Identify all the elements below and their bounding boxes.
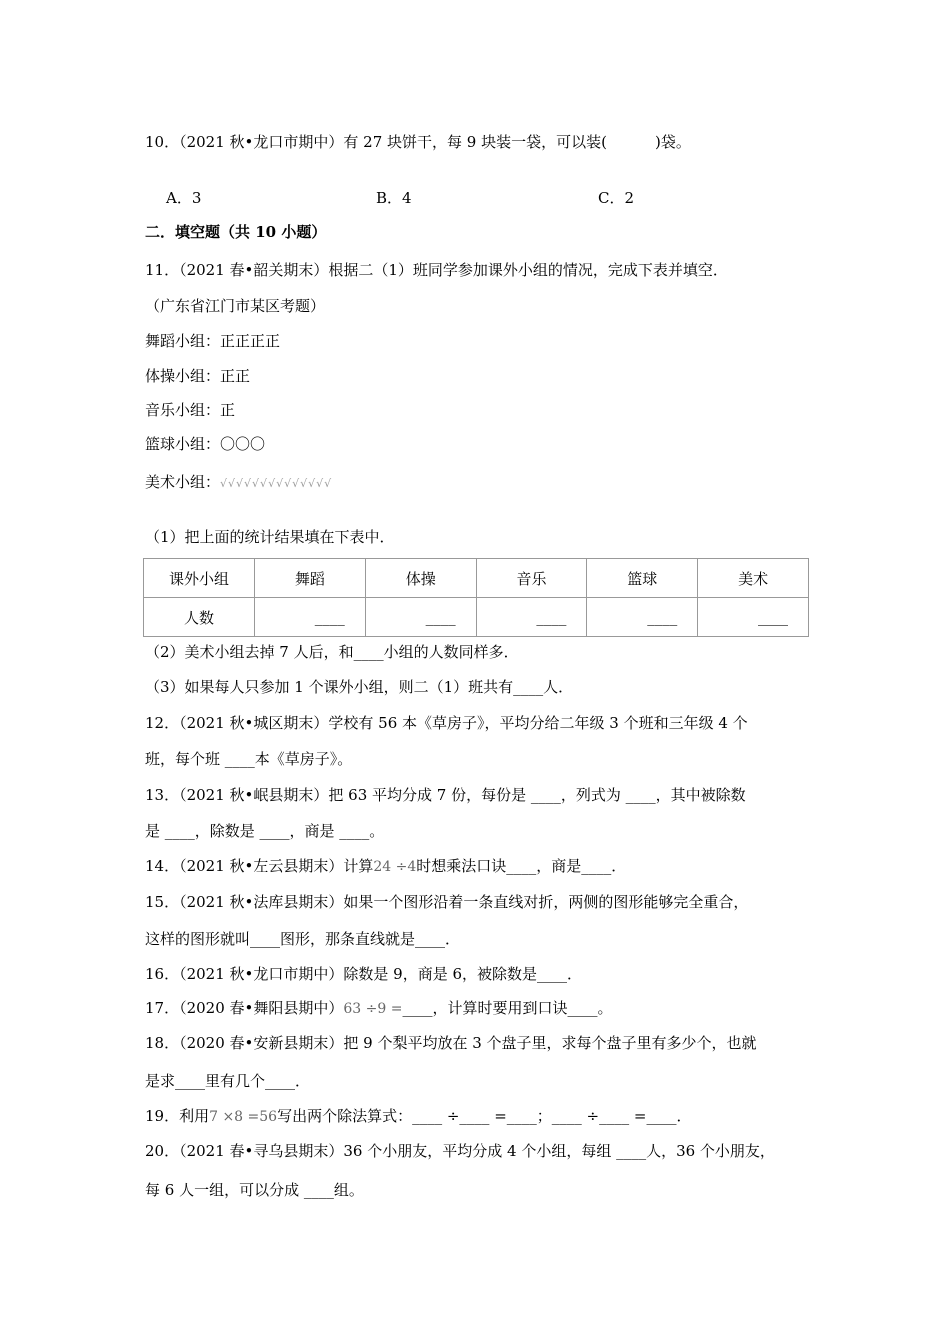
- question-11-sub3: （3）如果每人只参加 1 个课外小组，则二（1）班共有____人．: [145, 678, 574, 696]
- table-header-cell: 音乐: [476, 559, 587, 598]
- table-row-label: 人数: [144, 598, 255, 637]
- table-blank-cell: ____: [698, 598, 809, 637]
- question-17: [145, 998, 613, 1019]
- choice-c: C．2: [598, 189, 635, 207]
- question-18-line2: 是求____里有几个____．: [145, 1072, 311, 1090]
- tally-gymnastics: [145, 366, 250, 386]
- question-20-line1: 20．（2021 春•寻乌县期末）36 个小朋友，平均分成 4 个小组，每组 ____人，36 个小朋友，: [145, 1142, 775, 1160]
- choice-b: B．4: [376, 189, 412, 207]
- table-blank-cell: ____: [255, 598, 366, 637]
- question-17-text: 17．（2020 春•舞阳县期中）: [145, 999, 344, 1017]
- tally-art: [145, 472, 332, 494]
- tally-label: 音乐小组：: [145, 401, 221, 419]
- question-19-text: 19．利用: [145, 1107, 210, 1125]
- table-header-cell: 舞蹈: [255, 559, 366, 598]
- tally-label: 体操小组：: [145, 367, 221, 385]
- question-19-suffix: 写出两个除法算式：____ ÷____ =____；____ ÷____ =____．: [277, 1107, 692, 1125]
- check-marks: √√√√√√√√√√√√√√: [220, 477, 333, 490]
- question-13-line2: 是 ____，除数是 ____，商是 ____。: [145, 822, 385, 840]
- math-expression: 7 ×8 =56: [209, 1109, 278, 1125]
- math-expression: 24 ÷4: [373, 859, 417, 875]
- question-15-line1: 15．（2021 秋•法库县期末）如果一个图形沿着一条直线对折，两侧的图形能够完全重合，: [145, 893, 749, 911]
- table-header-cell: 篮球: [587, 559, 698, 598]
- question-19: [145, 1106, 691, 1127]
- tally-basketball: [145, 434, 265, 454]
- question-13-line1: 13．（2021 秋•岷县期末）把 63 平均分成 7 份，每份是 ____，列式为 ____，其中被除数: [145, 786, 746, 804]
- table-header-cell: 体操: [365, 559, 476, 598]
- question-18-line1: 18．（2020 春•安新县期末）把 9 个梨平均放在 3 个盘子里，求每个盘子里有多少个，也就: [145, 1034, 757, 1052]
- question-16: 16．（2021 秋•龙口市期中）除数是 9，商是 6，被除数是____．: [145, 965, 583, 983]
- question-14-suffix: 时想乘法口诀____，商是____．: [416, 857, 627, 875]
- statistics-table: [143, 558, 809, 637]
- section-title: 二．填空题（共 10 小题）: [145, 223, 327, 241]
- tally-label: 美术小组：: [145, 473, 221, 491]
- question-10-text: 10．（2021 秋•龙口市期中）有 27 块饼干，每 9 块装一袋，可以装: [145, 133, 602, 151]
- table-header-cell: 美术: [698, 559, 809, 598]
- choice-a: A．3: [166, 189, 202, 207]
- question-10: [145, 132, 691, 152]
- question-17-suffix: ____，计算时要用到口诀____。: [402, 999, 613, 1017]
- table-header-row: [144, 559, 809, 598]
- question-14: [145, 856, 626, 877]
- math-expression: 63 ÷9 =: [343, 1001, 403, 1017]
- question-20-line2: 每 6 人一组，可以分成 ____组。: [145, 1181, 364, 1199]
- table-row: [144, 598, 809, 637]
- tally-marks: 正正正正: [220, 332, 281, 350]
- tally-label: 篮球小组：: [145, 435, 221, 453]
- table-blank-cell: ____: [587, 598, 698, 637]
- question-12-line1: 12．（2021 秋•城区期末）学校有 56 本《草房子》，平均分给二年级 3 个班和三年级 4 个: [145, 714, 748, 732]
- question-14-text: 14．（2021 秋•左云县期末）计算: [145, 857, 374, 875]
- question-11-stem: 11．（2021 春•韶关期末）根据二（1）班同学参加课外小组的情况，完成下表并填空．: [145, 261, 728, 279]
- answer-paren-close: ): [654, 133, 661, 151]
- tally-marks: 正: [220, 401, 236, 419]
- table-blank-cell: ____: [476, 598, 587, 637]
- table-header-cell: 课外小组: [144, 559, 255, 598]
- tally-label: 舞蹈小组：: [145, 332, 221, 350]
- tally-dance: [145, 331, 280, 351]
- question-11-sub2: （2）美术小组去掉 7 人后，和____小组的人数同样多．: [145, 643, 519, 661]
- question-15-line2: 这样的图形就叫____图形，那条直线就是____．: [145, 930, 461, 948]
- question-11-sub1: （1）把上面的统计结果填在下表中．: [145, 528, 395, 546]
- table-blank-cell: ____: [365, 598, 476, 637]
- question-11-note: （广东省江门市某区考题）: [145, 297, 326, 315]
- question-10-suffix: 袋。: [660, 133, 691, 151]
- tally-marks: 正正: [220, 367, 251, 385]
- question-12-line2: 班，每个班 ____本《草房子》。: [145, 750, 353, 768]
- tally-music: [145, 400, 235, 420]
- answer-paren-open: (: [601, 133, 607, 151]
- tally-marks: 〇〇〇: [220, 435, 266, 453]
